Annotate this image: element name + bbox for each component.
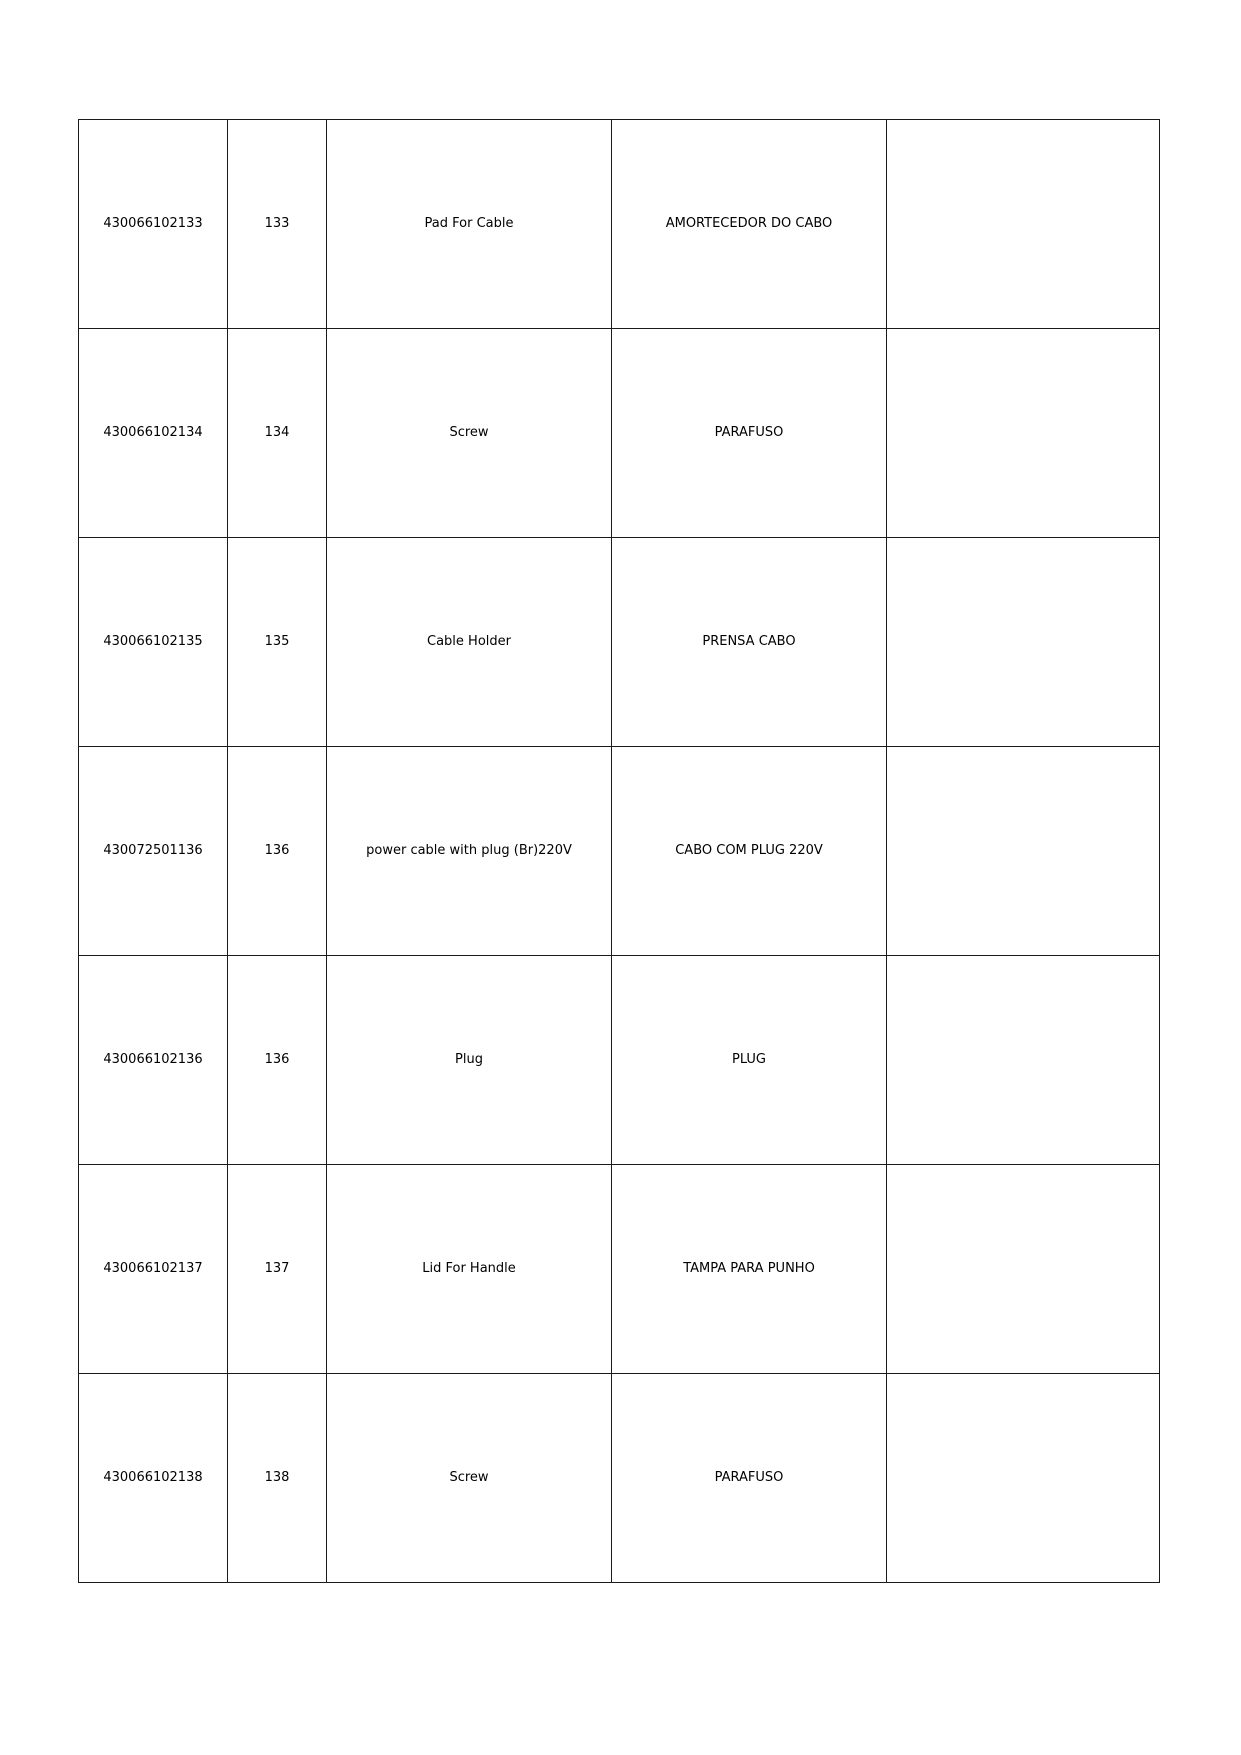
part-code-cell: 430066102133	[79, 120, 228, 329]
item-number-cell: 136	[228, 956, 327, 1165]
part-code-cell: 430066102138	[79, 1374, 228, 1583]
description-en-cell: Cable Holder	[327, 538, 612, 747]
description-en-cell: Screw	[327, 1374, 612, 1583]
table-row	[79, 538, 1160, 747]
description-pt-cell: CABO COM PLUG 220V	[612, 747, 887, 956]
table-row	[79, 747, 1160, 956]
parts-table	[78, 119, 1160, 1583]
part-code-cell: 430066102134	[79, 329, 228, 538]
notes-cell	[887, 538, 1160, 747]
description-pt-cell: AMORTECEDOR DO CABO	[612, 120, 887, 329]
description-en-cell: Screw	[327, 329, 612, 538]
part-code-cell: 430066102136	[79, 956, 228, 1165]
notes-cell	[887, 1165, 1160, 1374]
item-number-cell: 135	[228, 538, 327, 747]
table-row	[79, 329, 1160, 538]
description-pt-cell: PARAFUSO	[612, 329, 887, 538]
description-pt-cell: PARAFUSO	[612, 1374, 887, 1583]
table-row	[79, 1165, 1160, 1374]
part-code-cell: 430066102137	[79, 1165, 228, 1374]
description-pt-cell: PRENSA CABO	[612, 538, 887, 747]
description-en-cell: Lid For Handle	[327, 1165, 612, 1374]
item-number-cell: 137	[228, 1165, 327, 1374]
notes-cell	[887, 956, 1160, 1165]
description-en-cell: Pad For Cable	[327, 120, 612, 329]
notes-cell	[887, 329, 1160, 538]
description-pt-cell: TAMPA PARA PUNHO	[612, 1165, 887, 1374]
item-number-cell: 133	[228, 120, 327, 329]
item-number-cell: 138	[228, 1374, 327, 1583]
notes-cell	[887, 120, 1160, 329]
table-row	[79, 956, 1160, 1165]
parts-table-body	[79, 120, 1160, 1583]
description-pt-cell: PLUG	[612, 956, 887, 1165]
item-number-cell: 134	[228, 329, 327, 538]
table-row	[79, 120, 1160, 329]
part-code-cell: 430072501136	[79, 747, 228, 956]
item-number-cell: 136	[228, 747, 327, 956]
notes-cell	[887, 747, 1160, 956]
description-en-cell: power cable with plug (Br)220V	[327, 747, 612, 956]
table-row	[79, 1374, 1160, 1583]
notes-cell	[887, 1374, 1160, 1583]
description-en-cell: Plug	[327, 956, 612, 1165]
part-code-cell: 430066102135	[79, 538, 228, 747]
